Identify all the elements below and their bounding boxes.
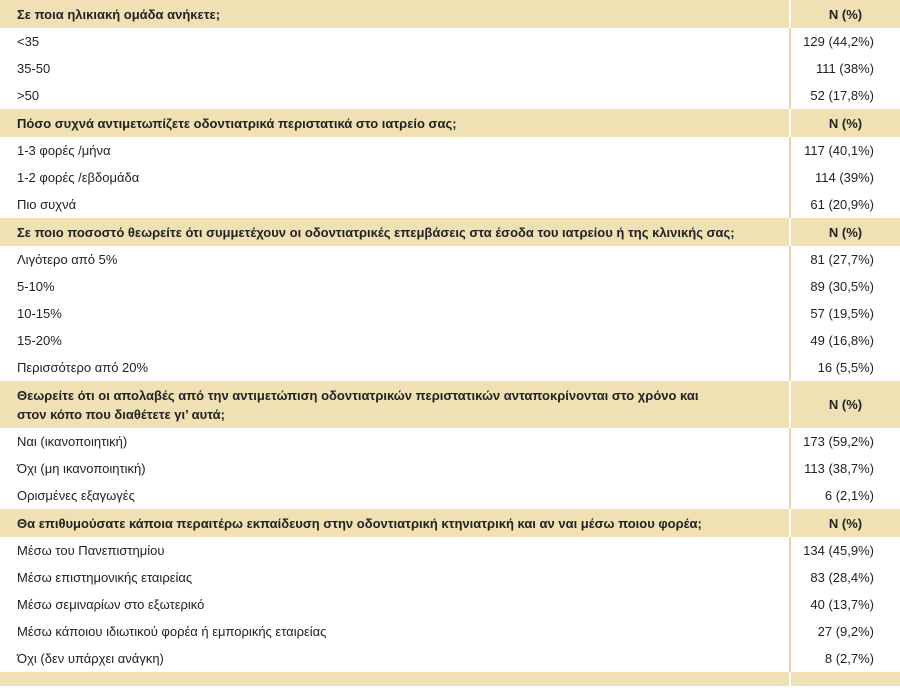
answer-label: Μέσω επιστημονικής εταιρείας (17, 570, 193, 585)
footer-cell (790, 672, 900, 686)
answer-label: Όχι (δεν υπάρχει ανάγκη) (17, 651, 164, 666)
table-row (0, 645, 900, 672)
answer-value: 173 (59,2%) (790, 428, 900, 455)
answer-label: 5-10% (17, 279, 55, 294)
footer-cell (0, 672, 790, 686)
answer-value: 111 (38%) (790, 55, 900, 82)
question-text: Θα επιθυμούσατε κάποια περαιτέρω εκπαίδευση στην οδοντιατρική κτηνιατρική και αν ναι μέσω ποιου φορέα; (0, 509, 790, 537)
section-header-revenue-share (0, 218, 900, 246)
table-row (0, 300, 900, 327)
table-row (0, 82, 900, 109)
answer-value: 117 (40,1%) (790, 137, 900, 164)
answer-label: 1-2 φορές /εβδομάδα (17, 170, 140, 185)
answer-value: 52 (17,8%) (790, 82, 900, 109)
table-row (0, 164, 900, 191)
table-row (0, 564, 900, 591)
answer-value: 81 (27,7%) (790, 246, 900, 273)
section-header-frequency (0, 109, 900, 137)
question-text-line2: στον κόπο που διαθέτετε γι’ αυτά; (17, 406, 225, 422)
answer-value: 57 (19,5%) (790, 300, 900, 327)
question-text: Πόσο συχνά αντιμετωπίζετε οδοντιατρικά περιστατικά στο ιατρείο σας; (0, 109, 790, 137)
answer-label: 35-50 (17, 61, 51, 76)
answer-label: <35 (17, 34, 40, 49)
answer-label: >50 (17, 88, 40, 103)
table-row (0, 482, 900, 509)
answer-value: 134 (45,9%) (790, 537, 900, 564)
table-row (0, 191, 900, 218)
column-header-n-percent: N (%) (790, 0, 900, 28)
section-header-age (0, 0, 900, 28)
table-row (0, 455, 900, 482)
table-row (0, 591, 900, 618)
table-row (0, 327, 900, 354)
question-text: Σε ποιο ποσοστό θεωρείτε ότι συμμετέχουν οι οδοντιατρικές επεμβάσεις στα έσοδα του ιατρείου ή της κλινικής σας; (0, 218, 790, 246)
answer-value: 129 (44,2%) (790, 28, 900, 55)
table-row (0, 55, 900, 82)
table-row (0, 428, 900, 455)
table-row (0, 618, 900, 645)
answer-label: Όχι (μη ικανοποιητική) (17, 461, 146, 476)
answer-value: 16 (5,5%) (790, 354, 900, 381)
answer-value: 49 (16,8%) (790, 327, 900, 354)
column-header-n-percent: N (%) (790, 381, 900, 428)
answer-label: Ορισμένες εξαγωγές (17, 488, 135, 503)
section-header-further-training (0, 509, 900, 537)
question-text-line1: Θεωρείτε ότι οι απολαβές από την αντιμετώπιση οδοντιατρικών περιστατικών ανταποκρίνονται στο χρόνο και (17, 387, 699, 403)
answer-label: 1-3 φορές /μήνα (17, 143, 111, 158)
column-header-n-percent: N (%) (790, 509, 900, 537)
table-row (0, 537, 900, 564)
answer-value: 113 (38,7%) (790, 455, 900, 482)
answer-label: Περισσότερο από 20% (17, 360, 149, 375)
table-row (0, 137, 900, 164)
answer-value: 8 (2,7%) (790, 645, 900, 672)
answer-label: Μέσω σεμιναρίων στο εξωτερικό (17, 597, 205, 612)
answer-label: Μέσω του Πανεπιστημίου (17, 543, 165, 558)
table-row (0, 273, 900, 300)
answer-label: 10-15% (17, 306, 62, 321)
table-row (0, 28, 900, 55)
answer-value: 61 (20,9%) (790, 191, 900, 218)
column-header-n-percent: N (%) (790, 218, 900, 246)
question-text (0, 381, 790, 428)
answer-value: 114 (39%) (790, 164, 900, 191)
section-header-compensation (0, 381, 900, 428)
answer-value: 27 (9,2%) (790, 618, 900, 645)
table-footer-band (0, 672, 900, 686)
answer-value: 6 (2,1%) (790, 482, 900, 509)
answer-label: 15-20% (17, 333, 62, 348)
answer-value: 40 (13,7%) (790, 591, 900, 618)
question-text: Σε ποια ηλικιακή ομάδα ανήκετε; (0, 0, 790, 28)
table-row (0, 354, 900, 381)
answer-label: Λιγότερο από 5% (17, 252, 118, 267)
answer-value: 89 (30,5%) (790, 273, 900, 300)
column-header-n-percent: N (%) (790, 109, 900, 137)
answer-value: 83 (28,4%) (790, 564, 900, 591)
answer-label: Μέσω κάποιου ιδιωτικού φορέα ή εμπορικής εταιρείας (17, 624, 327, 639)
answer-label: Πιο συχνά (17, 197, 77, 212)
table-row (0, 246, 900, 273)
answer-label: Ναι (ικανοποιητική) (17, 434, 128, 449)
